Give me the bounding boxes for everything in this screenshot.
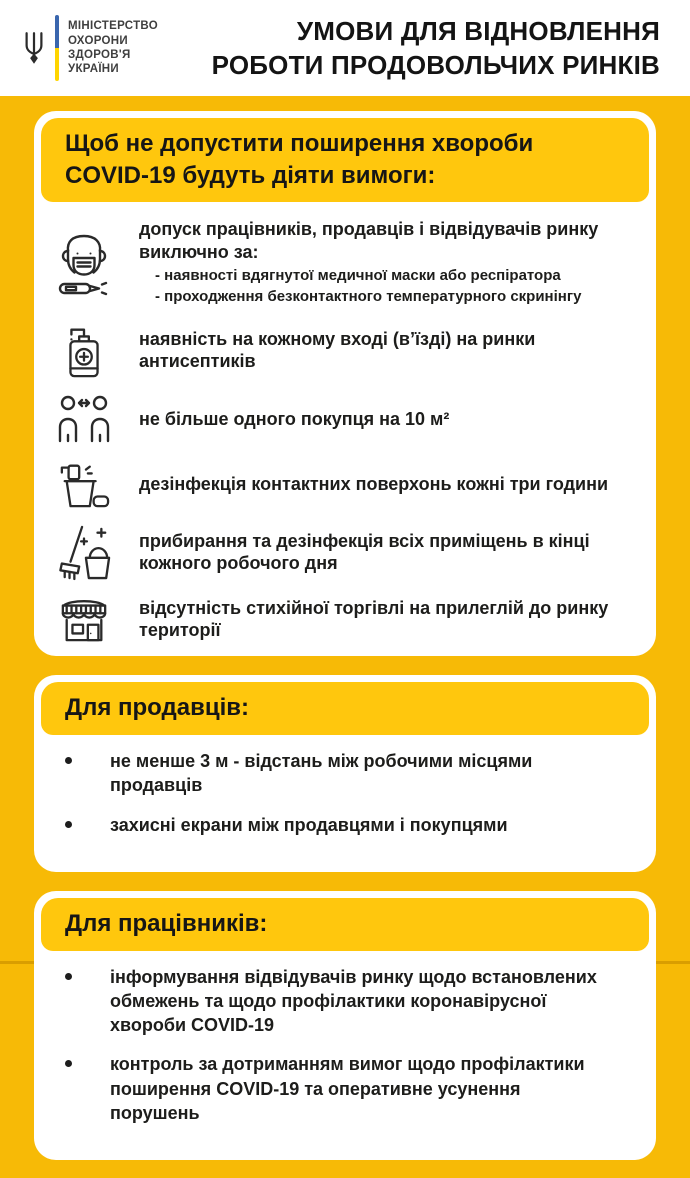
disinfection-icon (55, 458, 113, 510)
ministry-name-line: ЗДОРОВ'Я (68, 49, 131, 61)
requirements-card-heading (41, 118, 649, 202)
cleaning-icon (55, 523, 113, 581)
bullet-text: контроль за дотриманням вимог щодо профілактики поширення COVID-19 та оперативне усунення порушень (110, 1054, 585, 1123)
bullet-text: інформування відвідувачів ринку щодо встановлених обмежень та щодо профілактики коронавірусної хвороби COVID-19 (110, 966, 597, 1036)
bullet-dot (65, 821, 72, 828)
ministry-name-line: УКРАЇНИ (68, 63, 119, 76)
requirement-text (139, 473, 608, 496)
requirement-main-text: відсутність стихійної торгівлі на прилеглій до ринку території (139, 597, 609, 641)
bullet-item (65, 749, 629, 798)
ministry-logo (22, 15, 158, 81)
page-title-line2: РОБОТИ ПРОДОВОЛЬЧИХ РИНКІВ (211, 50, 660, 80)
sellers-card (34, 675, 656, 872)
ministry-name (68, 19, 158, 77)
requirement-main-text: прибирання та дезінфекція всіх приміщень в кінці кожного робочого дня (139, 530, 590, 574)
bullet-dot (65, 757, 72, 764)
requirement-text (139, 408, 449, 431)
requirement-item-density (55, 393, 635, 445)
ministry-name-line: ОХОРОНИ (68, 34, 128, 47)
requirements-card (34, 111, 656, 656)
bullet-text: не менше 3 м - відстань між робочими місцями продавців (110, 750, 533, 796)
distance-icon (55, 393, 113, 445)
requirement-main-text: не більше одного покупця на 10 м² (139, 408, 450, 429)
requirement-main-text: допуск працівників, продавців і відвідувачів ринку виключно за: (139, 219, 599, 263)
ministry-name-line: МІНІСТЕРСТВО (68, 20, 158, 33)
sanitizer-icon (55, 320, 113, 380)
content (0, 96, 690, 1178)
bullet-item (65, 1052, 629, 1125)
requirement-text (139, 218, 621, 307)
bullet-item (65, 965, 629, 1038)
requirements-heading-line1: Щоб не допустити поширення хвороби (65, 130, 534, 157)
bullet-text: захисні екрани між продавцями і покупцями (110, 814, 508, 835)
sellers-card-heading: Для продавців: (41, 682, 649, 735)
requirement-item-cleaning (55, 523, 635, 581)
requirement-item-surfaces (55, 458, 635, 510)
workers-card (34, 891, 656, 1160)
requirement-subitem: - проходження безконтактного температурного скринінгу (155, 288, 582, 306)
requirement-main-text: дезінфекція контактних поверхонь кожні три години (139, 473, 609, 494)
requirement-item-access (55, 218, 635, 307)
page-title-line1: УМОВИ ДЛЯ ВІДНОВЛЕННЯ (296, 15, 660, 46)
requirement-item-trade (55, 594, 635, 644)
bullet-item (65, 813, 629, 837)
requirement-item-antiseptic (55, 320, 635, 380)
workers-card-heading: Для працівників: (41, 898, 649, 951)
requirement-text (139, 328, 621, 373)
requirement-text (139, 597, 621, 642)
bullet-dot (65, 973, 72, 980)
requirements-list (41, 202, 649, 644)
bullet-dot (65, 1060, 72, 1067)
requirements-heading-line2: COVID-19 будуть діяти вимоги: (65, 161, 436, 189)
trident-icon (22, 30, 46, 66)
page-title (212, 14, 660, 83)
requirement-subitem: - наявності вдягнутої медичної маски або респіратора (155, 266, 561, 284)
market-stall-icon (55, 594, 113, 644)
worker-mask-icon (55, 230, 113, 296)
requirement-text (139, 530, 621, 575)
header (0, 0, 690, 96)
flag-bar (55, 15, 59, 81)
requirement-main-text: наявність на кожному вході (в’їзді) на ринки антисептиків (139, 328, 536, 372)
sellers-bullet-list (41, 735, 649, 860)
workers-bullet-list (41, 951, 649, 1149)
